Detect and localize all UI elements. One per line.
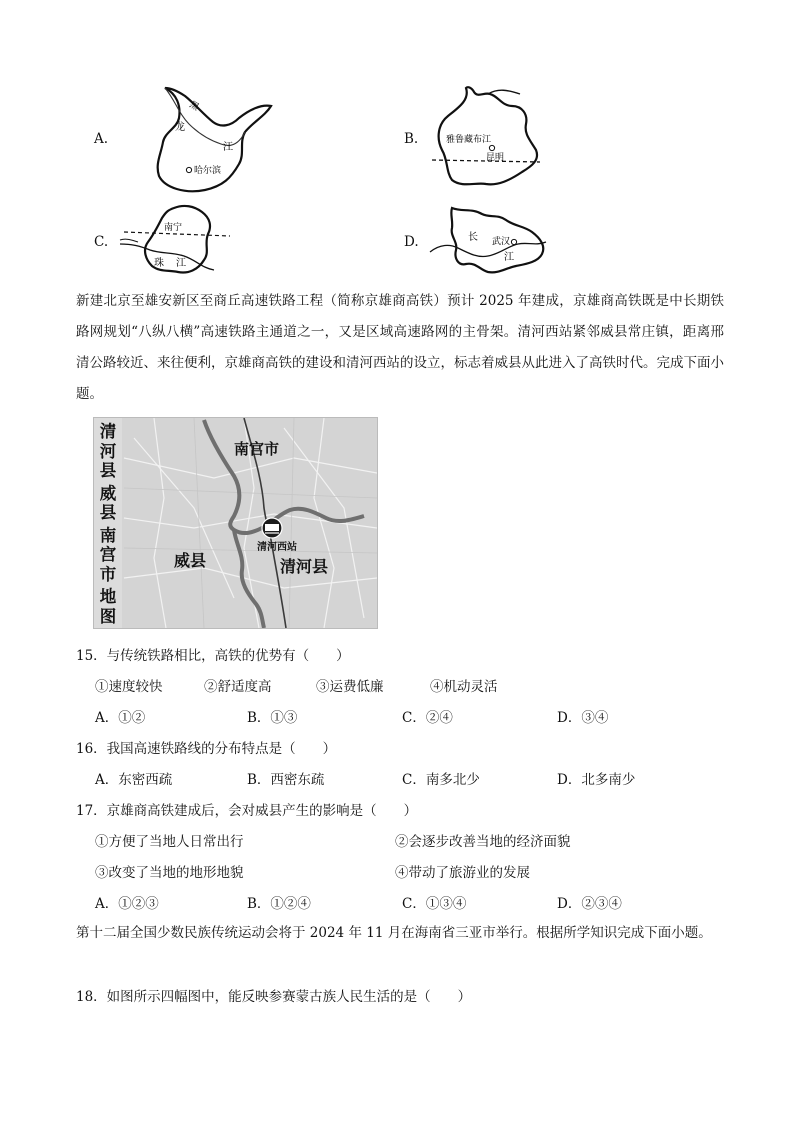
map-b-label-kunming: 昆明	[486, 153, 505, 163]
q16-stem: 16．我国高速铁路线的分布特点是（ ）	[76, 741, 337, 757]
map-d-label-wuhan: 武汉	[492, 237, 511, 247]
q15-choice-d[interactable]: D．③④	[557, 710, 609, 726]
intro-paragraph: 新建北京至雄安新区至商丘高速铁路工程（简称京雄商高铁）预计 2025 年建成，京雄商高铁既是中长期铁路网规划“八纵八横”高速铁路主通道之一，又是区域高速路网的主骨架。清河西站紧邻威县常庄镇，距离邢清公路较近、来往便利，京雄商高铁的建设和清河西站的设立，标志着威县从此进入了高铁时代。完成下面小题。	[76, 293, 724, 402]
q18-stem: 18．如图所示四幅图中，能反映参赛蒙古族人民生活的是（ ）	[76, 989, 472, 1005]
region-map-side-title: 清 河 县 威 县 南 宫 市 地 图	[99, 422, 117, 626]
map-d-label-jiang: 江	[504, 252, 514, 263]
map-a-label-hei: 黑	[187, 99, 201, 114]
yunnan-outline-map	[428, 84, 548, 194]
label-qinghe: 清河县	[280, 557, 329, 576]
map-c-label-zhu: 珠	[154, 258, 164, 269]
option-a-letter[interactable]: A.	[94, 131, 109, 147]
q15-item-4: ④机动灵活	[430, 679, 498, 695]
q16-choice-a[interactable]: A．东密西疏	[95, 772, 173, 788]
q16-choice-c[interactable]: C．南多北少	[402, 772, 480, 788]
q17-choice-c[interactable]: C．①③④	[402, 896, 467, 912]
region-map	[93, 417, 378, 629]
harbin-city-marker	[186, 167, 191, 172]
hubei-outline-map	[428, 204, 552, 280]
q17-choice-a[interactable]: A．①②③	[95, 896, 159, 912]
q15-choice-b[interactable]: B．①③	[247, 710, 298, 726]
q17-choice-d[interactable]: D．②③④	[557, 896, 622, 912]
map-c-label-nanning: 南宁	[164, 223, 183, 233]
label-station: 清河西站	[257, 542, 297, 553]
q15-stem: 15．与传统铁路相比，高铁的优势有（ ）	[76, 648, 350, 664]
q16-choice-b[interactable]: B．西密东疏	[247, 772, 325, 788]
q17-item-4: ④带动了旅游业的发展	[395, 865, 530, 881]
label-weixian: 威县	[174, 551, 207, 570]
games-paragraph: 第十二届全国少数民族传统运动会将于 2024 年 11 月在海南省三亚市举行。根据所学知识完成下面小题。	[76, 925, 712, 941]
option-d-letter[interactable]: D.	[404, 234, 419, 250]
map-a-label-long: 龙	[175, 122, 185, 133]
map-c-label-jiang: 江	[176, 258, 186, 269]
map-a-label-jiang: 江	[223, 142, 233, 153]
label-nangong: 南宫市	[234, 440, 280, 458]
q17-stem: 17．京雄商高铁建成后，会对威县产生的影响是（ ）	[76, 803, 418, 819]
region-map-graphic	[94, 418, 377, 628]
map-d-label-chang: 长	[468, 232, 478, 243]
q16-choice-d[interactable]: D．北多南少	[557, 772, 636, 788]
q17-choice-b[interactable]: B．①②④	[247, 896, 311, 912]
q17-item-1: ①方便了当地人日常出行	[95, 834, 244, 850]
q15-item-1: ①速度较快	[95, 679, 163, 695]
q17-choices	[0, 892, 794, 912]
option-c-letter[interactable]: C.	[94, 234, 109, 250]
q17-item-3: ③改变了当地的地形地貌	[95, 865, 244, 881]
kunming-city-marker	[489, 145, 494, 150]
q17-item-2: ②会逐步改善当地的经济面貌	[395, 834, 571, 850]
map-b-label-yarlung: 雅鲁藏布江	[446, 135, 492, 145]
q16-choices	[0, 768, 794, 788]
q17-items-row2	[0, 861, 794, 881]
q15-items	[0, 675, 794, 695]
wuhan-city-marker	[511, 239, 516, 244]
option-b-letter[interactable]: B.	[404, 131, 419, 147]
guangxi-outline-map	[118, 200, 238, 280]
q15-choices	[0, 706, 794, 726]
q17-items-row1	[0, 830, 794, 850]
q15-item-2: ②舒适度高	[204, 679, 272, 695]
map-a-label-harbin: 哈尔滨	[194, 166, 222, 176]
q15-choice-c[interactable]: C．②④	[402, 710, 453, 726]
q15-choice-a[interactable]: A．①②	[95, 710, 146, 726]
heilongjiang-outline-map	[135, 84, 275, 204]
q15-item-3: ③运费低廉	[316, 679, 384, 695]
